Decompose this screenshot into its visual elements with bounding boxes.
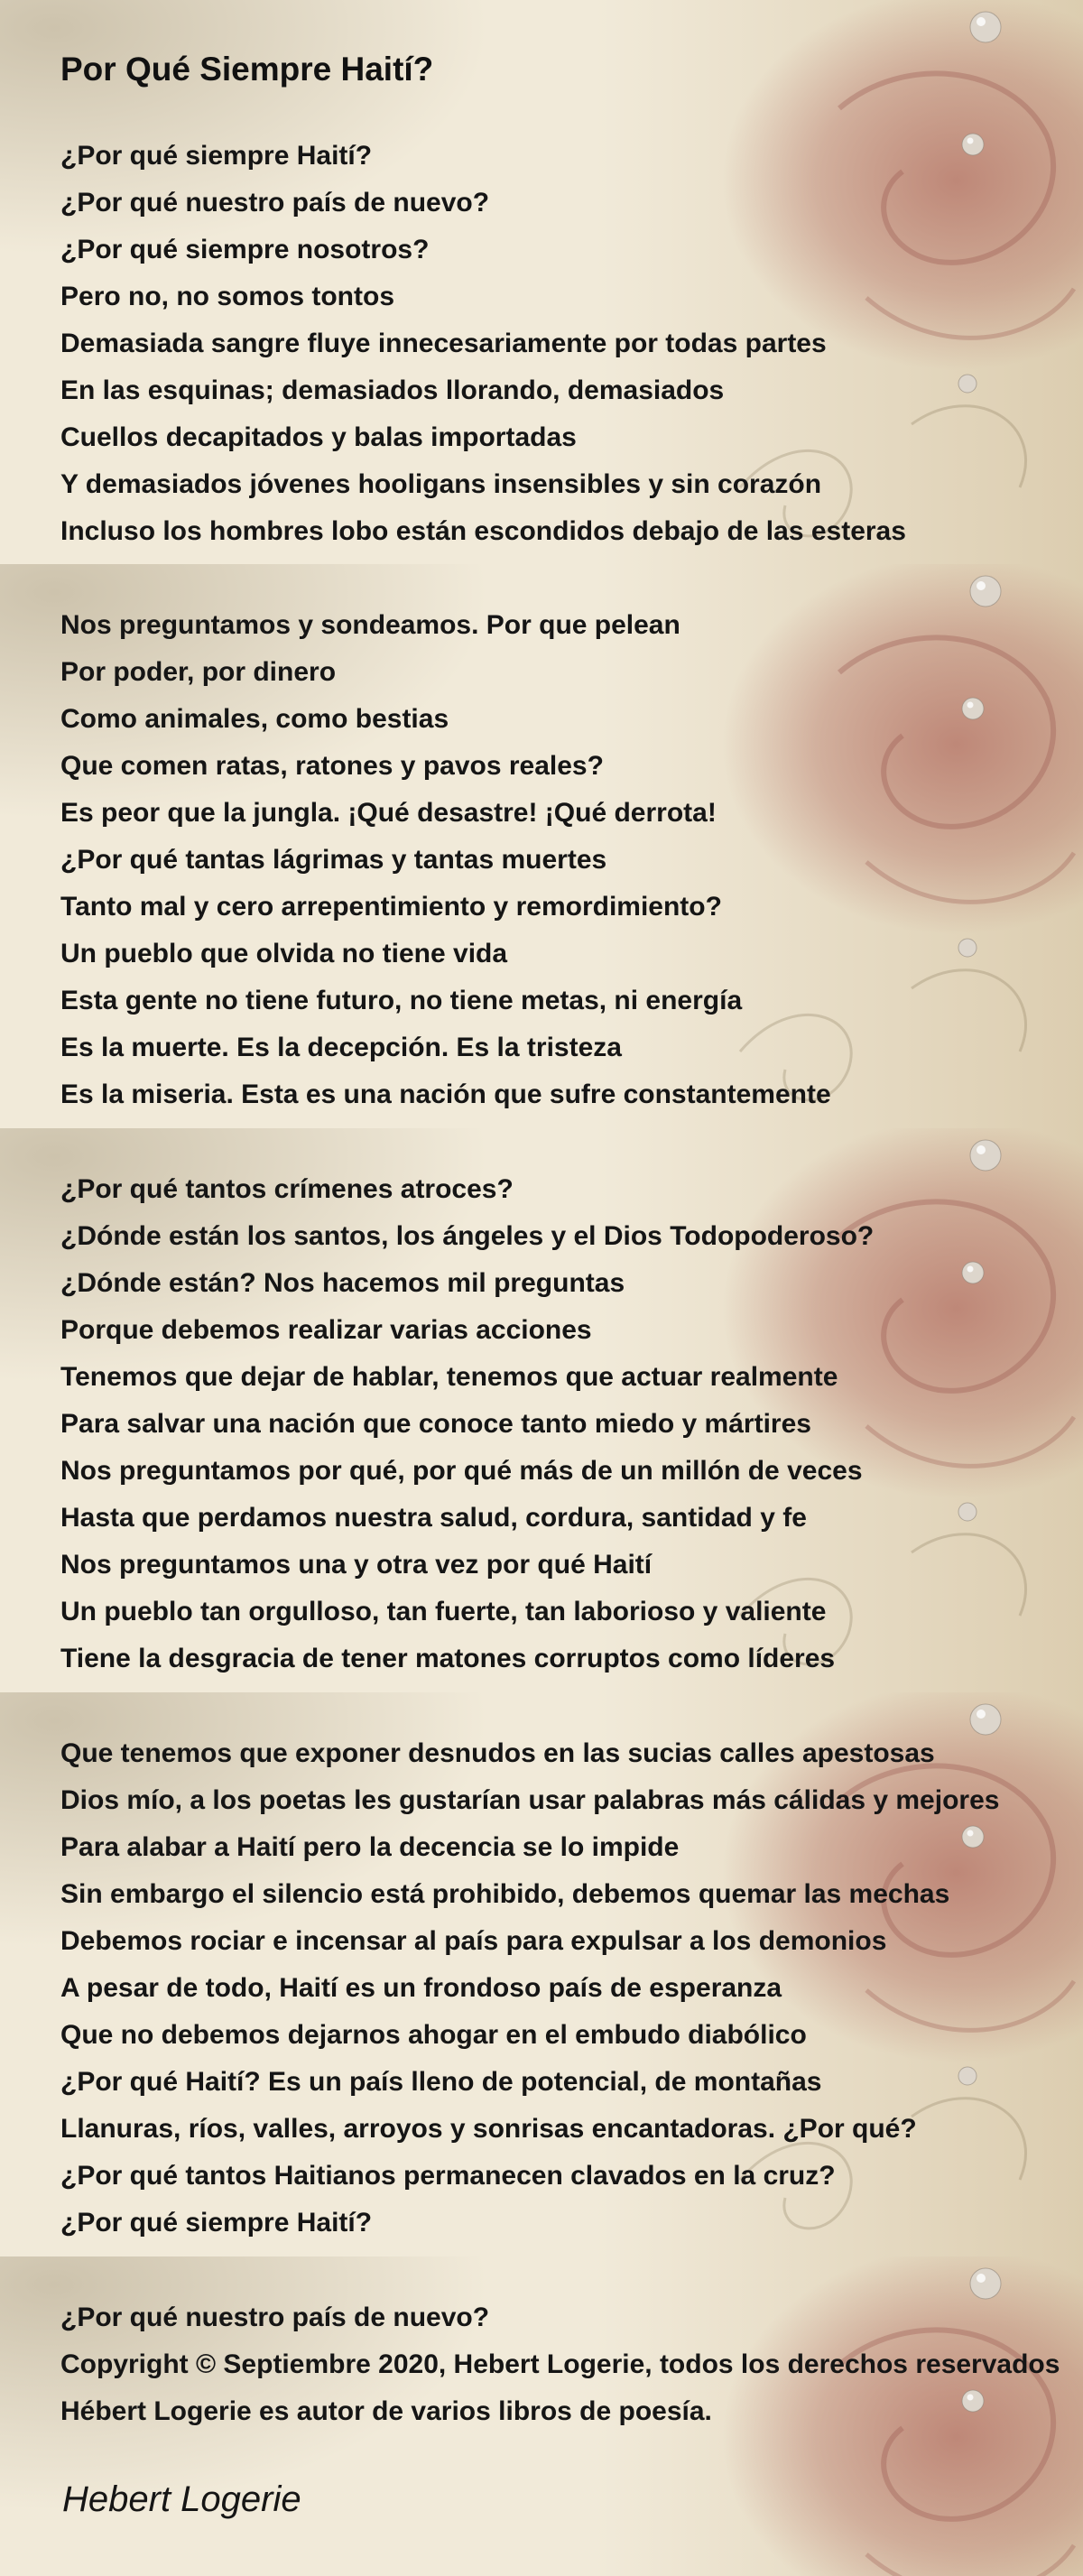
poem-content xyxy=(60,47,1083,2519)
poem-line: Demasiada sangre fluye innecesariamente por todas partes xyxy=(60,329,827,358)
poem-line: Que tenemos que exponer desnudos en las sucias calles apestosas xyxy=(60,1738,935,1768)
poem-line: Esta gente no tiene futuro, no tiene metas, ni energía xyxy=(60,986,743,1015)
poem-line: Es la muerte. Es la decepción. Es la tristeza xyxy=(60,1033,622,1062)
poem-line: Dios mío, a los poetas les gustarían usar palabras más cálidas y mejores xyxy=(60,1785,1000,1815)
copyright-line: Copyright © Septiembre 2020, Hebert Logerie, todos los derechos reservados xyxy=(60,2349,1060,2379)
poem-line: ¿Dónde están los santos, los ángeles y el Dios Todopoderoso? xyxy=(60,1221,875,1251)
poem-line: ¿Por qué tantas lágrimas y tantas muertes xyxy=(60,845,607,875)
poem-line: En las esquinas; demasiados llorando, demasiados xyxy=(60,375,725,405)
poem-line: ¿Por qué siempre Haití? xyxy=(60,141,373,171)
poem-line: Es la miseria. Esta es una nación que sufre constantemente xyxy=(60,1080,831,1109)
poem-line: ¿Por qué siempre Haití? xyxy=(60,2208,373,2238)
poem-line: ¿Por qué tantos crímenes atroces? xyxy=(60,1174,514,1204)
poem-line: Cuellos decapitados y balas importadas xyxy=(60,422,577,452)
poem-line: ¿Por qué siempre nosotros? xyxy=(60,235,430,264)
poem-line: Por poder, por dinero xyxy=(60,657,337,687)
poem-line: Y demasiados jóvenes hooligans insensibles y sin corazón xyxy=(60,469,822,499)
poem-line: Para alabar a Haití pero la decencia se lo impide xyxy=(60,1832,680,1862)
poem-line: ¿Por qué Haití? Es un país lleno de potencial, de montañas xyxy=(60,2067,822,2097)
stanza-1 xyxy=(60,133,1083,555)
poem-line: Llanuras, ríos, valles, arroyos y sonrisas encantadoras. ¿Por qué? xyxy=(60,2114,917,2144)
stanza-2 xyxy=(60,602,1083,1118)
poem-line: Pero no, no somos tontos xyxy=(60,282,395,311)
stanza-3 xyxy=(60,1166,1083,1682)
poem-line: Como animales, como bestias xyxy=(60,704,449,734)
author-note-line: Hébert Logerie es autor de varios libros de poesía. xyxy=(60,2396,712,2426)
poem-line: Para salvar una nación que conoce tanto miedo y mártires xyxy=(60,1409,811,1439)
poem-line: Nos preguntamos y sondeamos. Por que pelean xyxy=(60,610,680,640)
poem-line: Incluso los hombres lobo están escondidos debajo de las esteras xyxy=(60,516,906,546)
poem-line: Tiene la desgracia de tener matones corruptos como líderes xyxy=(60,1644,836,1673)
poem-line: Que no debemos dejarnos ahogar en el embudo diabólico xyxy=(60,2020,807,2050)
poem-line: Nos preguntamos una y otra vez por qué Haití xyxy=(60,1550,653,1580)
poem-line: Debemos rociar e incensar al país para expulsar a los demonios xyxy=(60,1926,887,1956)
poem-line: Hasta que perdamos nuestra salud, cordura, santidad y fe xyxy=(60,1503,807,1533)
poem-line: ¿Por qué nuestro país de nuevo? xyxy=(60,2303,490,2332)
poem-line: Tenemos que dejar de hablar, tenemos que actuar realmente xyxy=(60,1362,838,1392)
poem-line: Es peor que la jungla. ¡Qué desastre! ¡Qué derrota! xyxy=(60,798,717,828)
poem-line: Que comen ratas, ratones y pavos reales? xyxy=(60,751,604,781)
poem-line: Tanto mal y cero arrepentimiento y remordimiento? xyxy=(60,892,722,922)
poem-line: Sin embargo el silencio está prohibido, debemos quemar las mechas xyxy=(60,1879,950,1909)
poem-line: ¿Por qué nuestro país de nuevo? xyxy=(60,188,490,218)
stanza-4 xyxy=(60,1730,1083,2247)
poem-line: A pesar de todo, Haití es un frondoso país de esperanza xyxy=(60,1973,782,2003)
poem-line: Nos preguntamos por qué, por qué más de un millón de veces xyxy=(60,1456,863,1486)
author-signature: Hebert Logerie xyxy=(62,2479,301,2519)
poem-line: ¿Dónde están? Nos hacemos mil preguntas xyxy=(60,1268,625,1298)
poem-line: Porque debemos realizar varias acciones xyxy=(60,1315,592,1345)
poem-line: Un pueblo que olvida no tiene vida xyxy=(60,939,508,968)
poem-line: ¿Por qué tantos Haitianos permanecen clavados en la cruz? xyxy=(60,2161,836,2191)
stanza-5 xyxy=(60,2294,1083,2435)
poem-title: Por Qué Siempre Haití? xyxy=(60,51,434,88)
poem-line: Un pueblo tan orgulloso, tan fuerte, tan laborioso y valiente xyxy=(60,1597,827,1626)
